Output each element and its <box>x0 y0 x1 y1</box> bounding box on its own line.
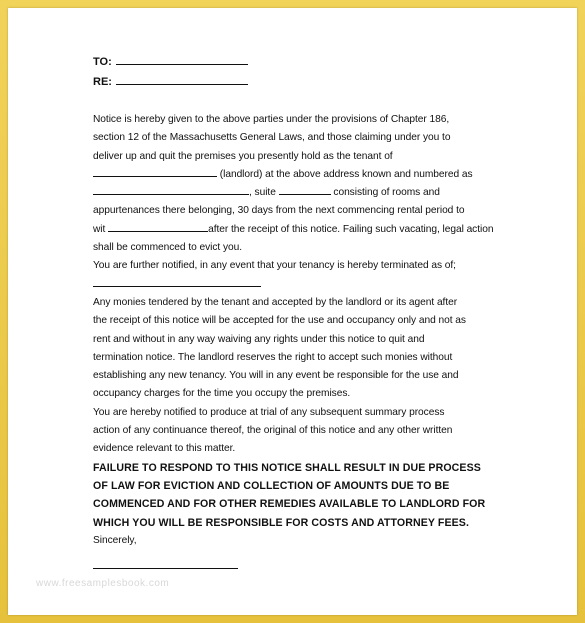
suite-blank-line <box>279 184 331 195</box>
text-line: appurtenances there belonging, 30 days from the next commencing rental period to <box>93 205 465 217</box>
text-line: You are further notified, in any event that your tenancy is hereby terminated as of; <box>93 260 456 272</box>
text-fragment: wit <box>93 223 106 235</box>
text-line: termination notice. The landlord reserves the right to accept such monies without <box>93 351 453 363</box>
closing-text: Sincerely, <box>93 534 137 546</box>
document-page <box>8 8 577 615</box>
warning-line: FAILURE TO RESPOND TO THIS NOTICE SHALL RESULT IN DUE PROCESS <box>93 461 481 474</box>
text-fragment: consisting of rooms and <box>333 187 440 199</box>
text-line <box>93 221 501 239</box>
watermark-text: www.freesamplesbook.com <box>36 578 170 589</box>
address-blank-line <box>93 184 249 195</box>
text-line <box>93 184 501 202</box>
re-label: RE: <box>93 76 112 88</box>
warning-line: WHICH YOU WILL BE RESPONSIBLE FOR COSTS AND ATTORNEY FEES. <box>93 516 470 529</box>
re-row <box>93 74 248 89</box>
text-line: shall be commenced to evict you. <box>93 242 243 254</box>
warning-line: COMMENCED AND FOR OTHER REMEDIES AVAILABLE TO LANDLORD FOR <box>93 498 486 511</box>
text-fragment: after the receipt of this notice. Failing such vacating, legal action <box>208 223 494 235</box>
to-blank-line <box>116 54 248 65</box>
text-line: rent and without in any way waiving any rights under this notice to quit and <box>93 333 425 345</box>
text-line: section 12 of the Massachusetts General Laws, and those claiming under you to <box>93 132 451 144</box>
text-line: deliver up and quit the premises you presently hold as the tenant of <box>93 150 393 162</box>
text-fragment: (landlord) at the above address known and numbered as <box>219 168 473 180</box>
text-line: evidence relevant to this matter. <box>93 443 236 455</box>
signature-line <box>93 556 238 569</box>
text-line: the receipt of this notice will be accepted for the use and occupancy only and not as <box>93 315 466 327</box>
to-row <box>93 54 248 69</box>
text-line: Notice is hereby given to the above parties under the provisions of Chapter 186, <box>93 114 450 125</box>
text-line: You are hereby notified to produce at trial of any subsequent summary process <box>93 406 445 418</box>
re-blank-line <box>116 74 248 85</box>
text-line <box>93 276 501 294</box>
notice-body <box>93 111 501 569</box>
to-label: TO: <box>93 56 112 68</box>
date-blank-line <box>108 221 208 232</box>
text-line: action of any continuance thereof, the original of this notice and any other written <box>93 425 453 437</box>
termination-date-blank-line <box>93 276 261 287</box>
text-line: Any monies tendered by the tenant and accepted by the landlord or its agent after <box>93 296 458 308</box>
text-line <box>93 166 501 184</box>
text-fragment: , suite <box>249 187 276 199</box>
text-line: occupancy charges for the time you occupy the premises. <box>93 388 351 400</box>
text-line: establishing any new tenancy. You will in any event be responsible for the use and <box>93 370 459 382</box>
warning-line: OF LAW FOR EVICTION AND COLLECTION OF AMOUNTS DUE TO BE <box>93 479 450 492</box>
landlord-blank-line <box>93 166 217 177</box>
